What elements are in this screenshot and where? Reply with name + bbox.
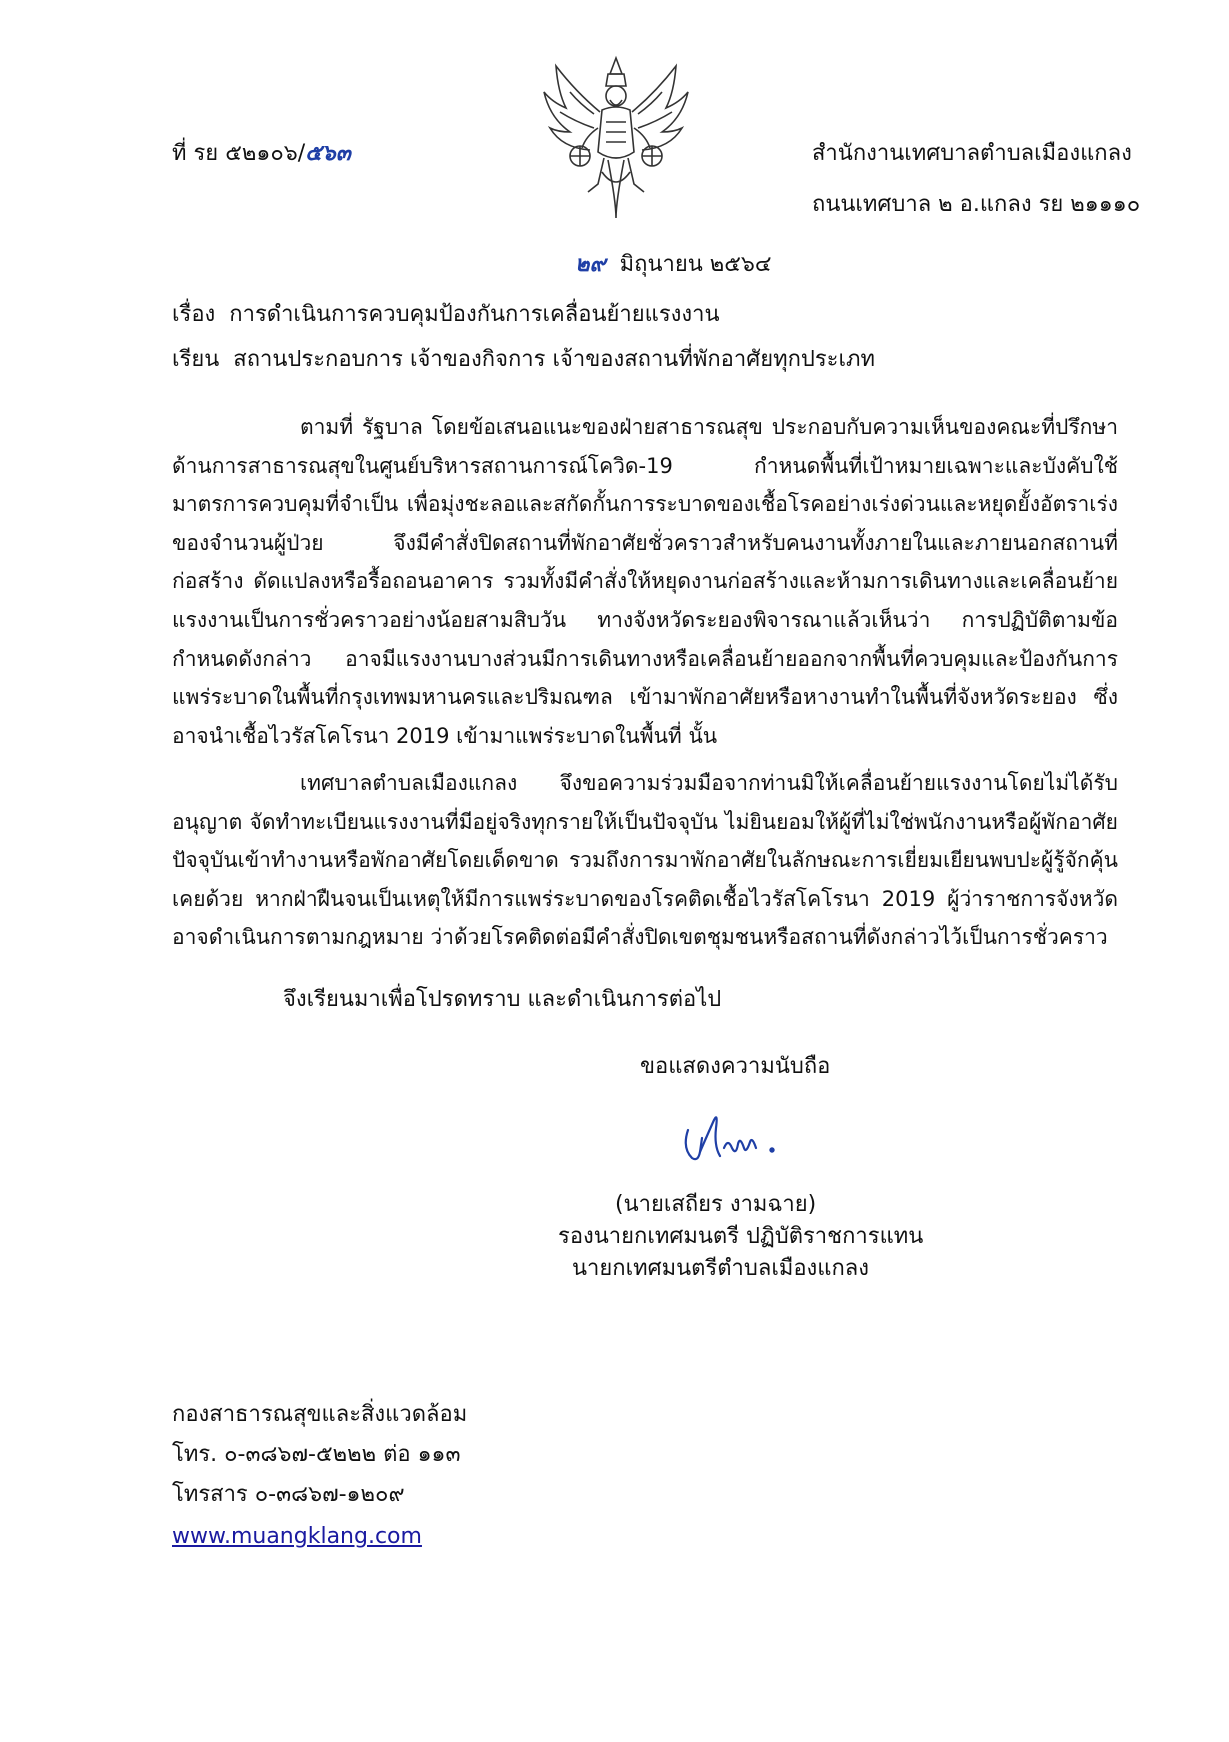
subject-line <box>172 300 720 330</box>
recipient-line <box>172 345 875 375</box>
signatory-position-2: นายกเทศมนตรีตำบลเมืองแกลง <box>572 1256 870 1281</box>
reference-number <box>172 139 351 169</box>
closing-line: จึงเรียนมาเพื่อโปรดทราบ และดำเนินการต่อไป <box>283 987 722 1012</box>
date-day-handwritten: ๒๙ <box>575 252 606 277</box>
handwritten-signature <box>680 1108 790 1166</box>
subject-text: การดำเนินการควบคุมป้องกันการเคลื่อนย้ายแรงงาน <box>229 302 720 327</box>
body-paragraph-1: ตามที่ รัฐบาล โดยข้อเสนอแนะของฝ่ายสาธารณสุข ประกอบกับความเห็นของคณะที่ปรึกษาด้านการสาธารณสุขในศูนย์บริหารสถานการณ์โควิด-19 กำหนดพื้นที่เป้าหมายเฉพาะและบังคับใช้มาตรการควบคุมที่จำเป็น เพื่อมุ่งชะลอและสกัดกั้นการระบาดของเชื้อโรคอย่างเร่งด่วนและหยุดยั้งอัตราเร่งของจำนวนผู้ป่วย จึงมีคำสั่งปิดสถานที่พักอาศัยชั่วคราวสำหรับคนงานทั้งภายในและภายนอกสถานที่ก่อสร้าง ดัดแปลงหรือรื้อถอนอาคาร รวมทั้งมีคำสั่งให้หยุดงานก่อสร้างและห้ามการเดินทางและเคลื่อนย้ายแรงงานเป็นการชั่วคราวอย่างน้อยสามสิบวัน ทางจังหวัดระยองพิจารณาแล้วเห็นว่า การปฏิบัติตามข้อกำหนดดังกล่าว อาจมีแรงงานบางส่วนมีการเดินทางหรือเคลื่อนย้ายออกจากพื้นที่ควบคุมและป้องกันการแพร่ระบาดในพื้นที่กรุงเทพมหานครและปริมณฑล เข้ามาพักอาศัยหรือหางานทำในพื้นที่จังหวัดระยอง ซึ่งอาจนำเชื้อไวรัสโคโรนา 2019 เข้ามาแพร่ระบาดในพื้นที่ นั้น <box>172 415 1118 748</box>
office-name: สำนักงานเทศบาลตำบลเมืองแกลง <box>812 141 1132 166</box>
salutation: ขอแสดงความนับถือ <box>640 1054 831 1079</box>
signatory-name: (นายเสถียร งามฉาย) <box>615 1192 817 1217</box>
letter-date <box>575 250 772 280</box>
fax-number: โทรสาร ๐-๓๘๖๗-๑๒๐๙ <box>172 1482 405 1507</box>
reference-handwritten-number: ๕๖๓ <box>305 141 351 166</box>
signatory-position-1: รองนายกเทศมนตรี ปฏิบัติราชการแทน <box>558 1224 924 1249</box>
department-name: กองสาธารณสุขและสิ่งแวดล้อม <box>172 1402 468 1427</box>
reference-prefix: ที่ รย ๕๒๑๐๖/ <box>172 141 306 166</box>
phone-number: โทร. ๐-๓๘๖๗-๕๒๒๒ ต่อ ๑๑๓ <box>172 1442 461 1467</box>
recipient-text: สถานประกอบการ เจ้าของกิจการ เจ้าของสถานที่พักอาศัยทุกประเภท <box>233 347 876 372</box>
garuda-emblem-icon <box>536 52 696 222</box>
date-month-year: มิถุนายน ๒๕๖๔ <box>619 252 772 277</box>
office-address: ถนนเทศบาล ๒ อ.แกลง รย ๒๑๑๑๐ <box>812 192 1141 217</box>
subject-label: เรื่อง <box>172 302 216 327</box>
recipient-label: เรียน <box>172 347 220 372</box>
body-paragraph-2: เทศบาลตำบลเมืองแกลง จึงขอความร่วมมือจากท่านมิให้เคลื่อนย้ายแรงงานโดยไม่ได้รับอนุญาต จัดทำทะเบียนแรงงานที่มีอยู่จริงทุกรายให้เป็นปัจจุบัน ไม่ยินยอมให้ผู้ที่ไม่ใช่พนักงานหรือผู้พักอาศัยปัจจุบันเข้าทำงานหรือพักอาศัยโดยเด็ดขาด รวมถึงการมาพักอาศัยในลักษณะการเยี่ยมเยียนพบปะผู้รู้จักคุ้นเคยด้วย หากฝ่าฝืนจนเป็นเหตุให้มีการแพร่ระบาดของโรคติดเชื้อไวรัสโคโรนา 2019 ผู้ว่าราชการจังหวัดอาจดำเนินการตามกฎหมาย ว่าด้วยโรคติดต่อมีคำสั่งปิดเขตชุมชนหรือสถานที่ดังกล่าวไว้เป็นการชั่วคราว <box>172 771 1118 950</box>
website-link[interactable]: www.muangklang.com <box>172 1524 422 1549</box>
